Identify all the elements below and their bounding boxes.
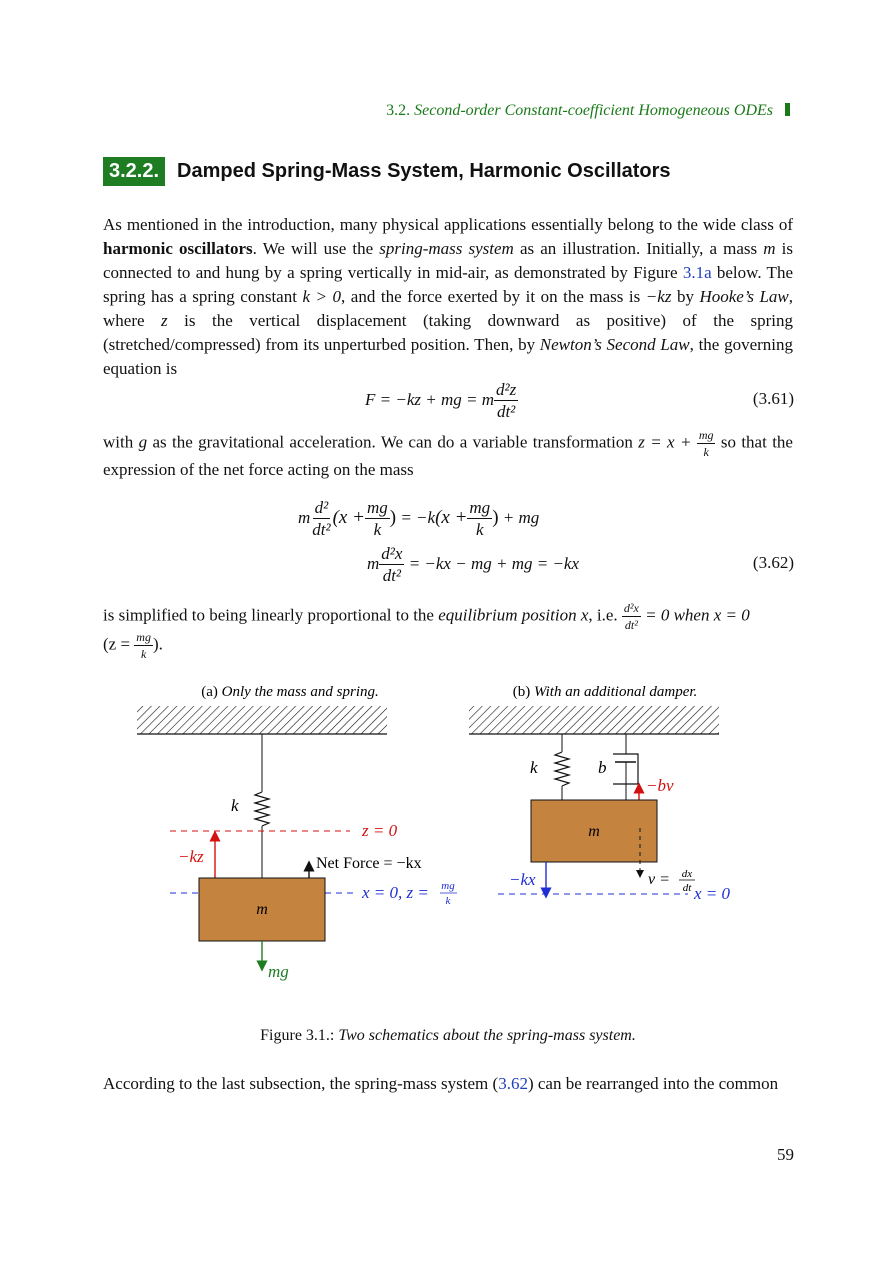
text: As mentioned in the introduction, many physical applications essentially belong to the wide class of bbox=[103, 215, 793, 234]
paragraph-transform bbox=[103, 429, 793, 482]
running-head bbox=[0, 102, 790, 120]
net-force-label: Net Force = −kx bbox=[316, 855, 422, 872]
velocity-fraction-numerator: dx bbox=[681, 868, 693, 880]
text: by bbox=[671, 287, 700, 306]
equation-lhs: F = −kz + mg = m bbox=[365, 390, 494, 409]
subfigure-b-caption: (b) With an additional damper. bbox=[512, 684, 698, 700]
fraction-denominator: dt² bbox=[382, 565, 402, 585]
x-zero-label: x = 0, z = bbox=[362, 883, 429, 902]
equation-fraction bbox=[379, 545, 404, 584]
fraction-numerator: d²z bbox=[496, 379, 517, 399]
spring-coil bbox=[255, 792, 269, 826]
paragraph-equilibrium bbox=[103, 602, 793, 660]
page-number: 59 bbox=[777, 1145, 794, 1164]
text: , i.e. bbox=[588, 605, 622, 625]
math: ) bbox=[389, 507, 397, 528]
spring-constant-label: k bbox=[530, 758, 538, 777]
text: as an illustration. Initially, a mass bbox=[513, 239, 764, 258]
equation-fraction bbox=[365, 499, 390, 538]
subfigure-a-caption: (a) Only the mass and spring. bbox=[201, 684, 379, 700]
equation-3-62-line-1 bbox=[298, 492, 539, 544]
velocity-fraction-denominator: dt bbox=[682, 882, 692, 894]
equation-3-61 bbox=[365, 374, 518, 426]
italic-term: spring-mass system bbox=[379, 239, 514, 258]
italic-term: equilibrium position x bbox=[438, 605, 589, 625]
italic-term: Newton’s Second Law bbox=[539, 335, 690, 354]
section-title: Damped Spring-Mass System, Harmonic Oscillators bbox=[177, 159, 671, 182]
x-zero-fraction-numerator: mg bbox=[441, 880, 455, 892]
caption-title: Two schematics about the spring-mass system. bbox=[338, 1027, 636, 1044]
fraction-denominator: k bbox=[476, 519, 484, 539]
x-zero-fraction-denominator: k bbox=[445, 895, 451, 907]
math: (x + bbox=[332, 507, 365, 528]
equation-reference-link[interactable]: 3.62 bbox=[498, 1074, 528, 1093]
text: so that the expression of the net force acting on the mass bbox=[103, 432, 793, 479]
x-zero-label: x = 0 bbox=[694, 884, 731, 903]
caption-label: Figure 3.1.: bbox=[260, 1027, 339, 1044]
paragraph-intro bbox=[103, 213, 793, 381]
inline-fraction bbox=[622, 602, 641, 631]
italic-term: Hooke’s Law bbox=[699, 287, 789, 306]
figure-spring-mass bbox=[0, 670, 896, 1020]
paragraph-continuation bbox=[103, 1072, 793, 1096]
fraction-numerator: mg bbox=[469, 497, 491, 517]
text: According to the last subsection, the spring-mass system ( bbox=[103, 1074, 499, 1093]
math: m bbox=[298, 508, 311, 527]
spring-coil bbox=[555, 752, 569, 786]
text: is simplified to being linearly proportional to the bbox=[103, 605, 439, 625]
ceiling-hatch bbox=[137, 706, 387, 734]
spring-force-label: −kx bbox=[509, 870, 536, 889]
math: m bbox=[763, 239, 776, 258]
figure-reference-link[interactable]: 3.1a bbox=[682, 263, 712, 282]
spring-force-label: −kz bbox=[178, 847, 204, 866]
text: below. The spring has a spring constant bbox=[103, 263, 793, 306]
fraction-denominator: k bbox=[373, 519, 382, 539]
math: −kz bbox=[645, 287, 672, 306]
gravity-label: mg bbox=[268, 962, 289, 981]
running-head-title: Second-order Constant-coefficient Homogeneous ODEs bbox=[414, 102, 773, 119]
fraction-numerator: d²x bbox=[381, 543, 403, 563]
text: is the vertical displacement (taking downward as positive) of the spring (stretched/compressed) from its unperturbed position. Then, by bbox=[103, 311, 794, 354]
equation-fraction bbox=[467, 499, 492, 538]
z-zero-label: z = 0 bbox=[362, 821, 398, 840]
spring-constant-label: k bbox=[231, 796, 239, 815]
inline-fraction bbox=[134, 631, 153, 660]
subfigure-a bbox=[137, 706, 457, 981]
text: . We will use the bbox=[252, 239, 380, 258]
fraction-denominator: dt² bbox=[312, 519, 331, 539]
fraction-denominator: k bbox=[703, 445, 709, 459]
math: = −k bbox=[396, 508, 436, 527]
fraction-numerator: mg bbox=[366, 497, 388, 517]
math: = 0 when x = 0 bbox=[640, 605, 750, 625]
math: ) bbox=[492, 507, 499, 528]
bold-term: harmonic oscillators bbox=[103, 239, 253, 258]
figure-caption bbox=[0, 1027, 896, 1045]
fraction-numerator: mg bbox=[136, 630, 151, 644]
fraction-numerator: d² bbox=[314, 497, 329, 517]
fraction-denominator: dt² bbox=[496, 401, 516, 421]
text: , the governing equation is bbox=[103, 335, 793, 378]
equation-number: (3.62) bbox=[752, 553, 794, 572]
text: as the gravitational acceleration. We can do a variable transformation bbox=[147, 432, 639, 452]
text: with bbox=[103, 432, 139, 452]
math: (z = bbox=[103, 634, 135, 654]
math: + mg bbox=[498, 508, 540, 527]
fraction-denominator: dt² bbox=[624, 618, 638, 632]
text: , where bbox=[103, 287, 794, 330]
math: m bbox=[367, 554, 380, 573]
text: is connected to and hung by a spring vertically in mid-air, as demonstrated by Figure bbox=[103, 239, 793, 282]
subfigure-b bbox=[469, 706, 731, 903]
equation-fraction bbox=[494, 381, 518, 420]
text: ). bbox=[152, 634, 163, 654]
mass-label: m bbox=[588, 823, 600, 840]
math: z bbox=[161, 311, 168, 330]
running-head-section: 3.2. bbox=[386, 102, 411, 119]
math: z = x + bbox=[638, 432, 697, 452]
fraction-numerator: mg bbox=[698, 428, 714, 442]
text: , and the force exerted by it on the mass is bbox=[341, 287, 646, 306]
equation-fraction bbox=[310, 499, 332, 538]
damping-coefficient-label: b bbox=[598, 758, 607, 777]
math: k > 0 bbox=[302, 287, 342, 306]
equation-number: (3.61) bbox=[752, 389, 794, 408]
math: g bbox=[138, 432, 148, 452]
math: (x + bbox=[435, 507, 468, 528]
velocity-label: v = bbox=[648, 871, 670, 888]
inline-fraction bbox=[697, 429, 716, 458]
mass-label: m bbox=[256, 901, 268, 918]
section-number: 3.2.2. bbox=[103, 157, 165, 186]
fraction-numerator: d²x bbox=[623, 601, 639, 615]
math: = −kx − mg + mg = −kx bbox=[404, 554, 580, 573]
section-heading bbox=[103, 155, 671, 187]
ceiling-hatch bbox=[469, 706, 719, 734]
text: ) can be rearranged into the common bbox=[527, 1074, 779, 1093]
damping-force-label: −bv bbox=[646, 776, 674, 795]
equation-3-62-line-2 bbox=[367, 538, 579, 590]
fraction-denominator: k bbox=[140, 647, 147, 661]
running-head-bar bbox=[785, 103, 790, 116]
